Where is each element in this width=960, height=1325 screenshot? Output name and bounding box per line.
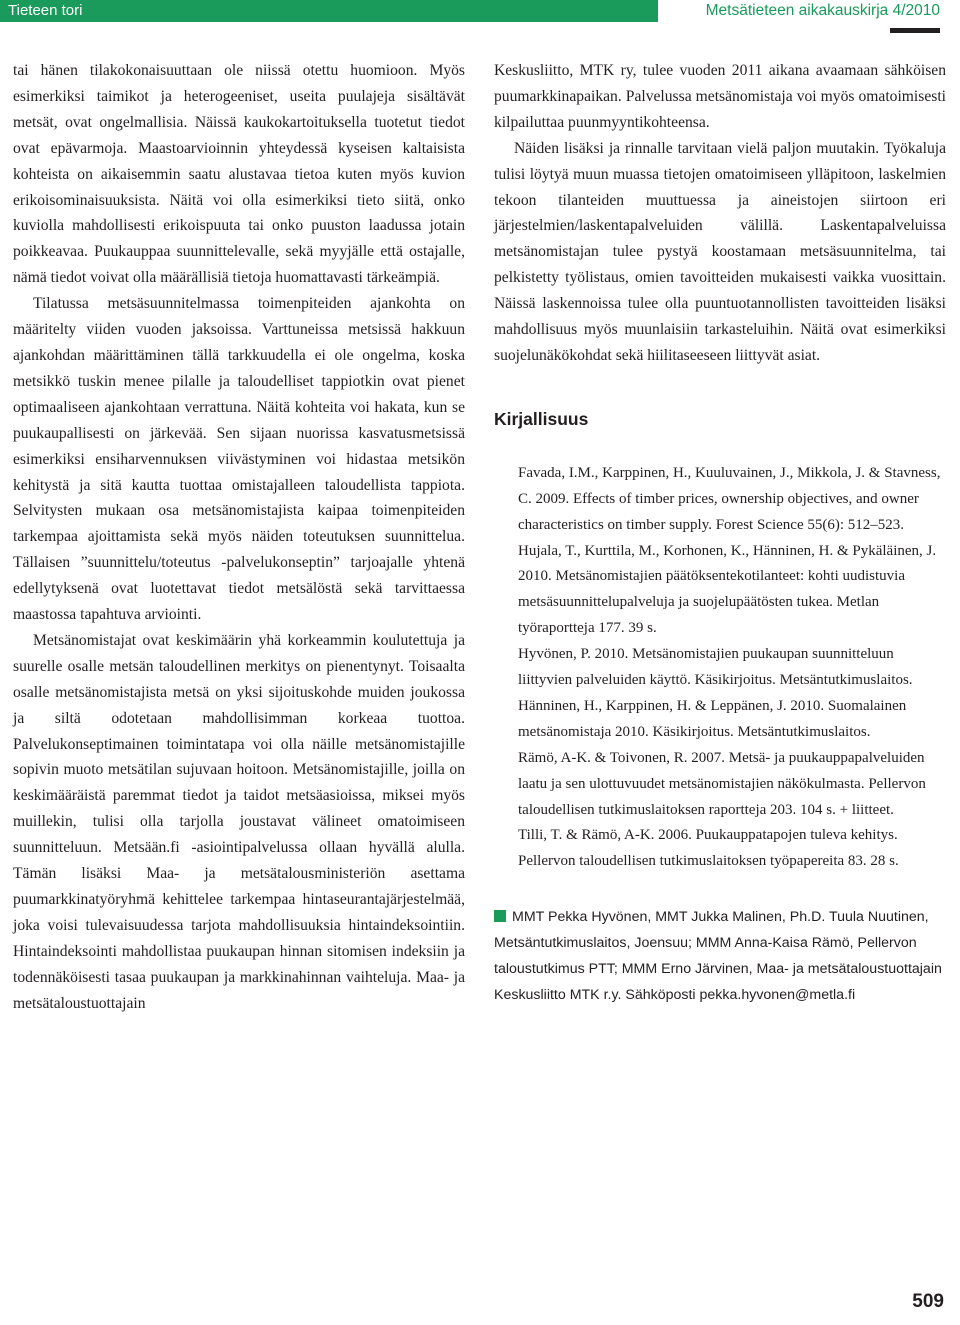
paragraph: Keskusliitto, MTK ry, tulee vuoden 2011 aikana avaamaan sähköisen puumarkkinapaikan. Palvelussa metsänomistaja voi myös omatoimisesti kilpailuttaa puunmyyntikohteensa. [494, 62, 946, 131]
paragraph: Metsänomistajat ovat keskimäärin yhä korkeammin koulutettuja ja suurelle osalle metsän taloudellinen merkitys on pienentynyt. Toisaalta osalle metsänomistajista metsä on yksi sijoituskohde muiden joukossa ja siltä odotetaan mahdollisimman korkeaa tuottoa. Palvelukonseptimainen toimintatapa voi olla näille metsänomistajille sopivin muoto metsätilan sujuvaan hoitoon. Metsänomistajille, joilla on keskimääräistä paremmat tiedot ja taidot metsäasioissa, miksei myös muillekin, tulisi olla tarjolla joustavat välineet omatoimiseen suunnitteluun. Metsään.fi -asiointipalvelussa ollaan hyvällä alulla. Tämän lisäksi Maa- ja metsätalousministeriön asettama puumarkkinatyöryhmä kehittelee tarkempaa hintaseurantajärjestelmää, joka voisi tulevaisuudessa tarjota mahdollisuuksia hintaindeksointiin. Hintaindeksointi mahdollistaa puukaupan hinnan sitomisen indeksiin ja todennäköisesti tasaa puukaupan ja markkinahinnan vaihteluja. Maa- ja metsätaloustuottajain [13, 631, 465, 1012]
author-text: MMT Pekka Hyvönen, MMT Jukka Malinen, Ph.D. Tuula Nuutinen, Metsäntutkimuslaitos, Joensuu; MMM Anna-Kaisa Rämö, Pellervon taloustutkimus PTT; MMM Erno Järvinen, Maa- ja metsätaloustuottajain Keskusliitto MTK r.y. Sähköposti pekka.hyvonen@metla.fi [494, 909, 942, 1003]
reference-item: Hujala, T., Kurttila, M., Korhonen, K., Hänninen, H. & Pykäläinen, J. 2010. Metsänomistajien päätöksentekotilanteet: kohti uudistuvia metsäsuunnittelupalveluja ja suojelupäätösten tukea. Metlan työraportteja 177. 39 s. [518, 542, 937, 637]
right-column [494, 58, 946, 1009]
section-label: Tieteen tori [8, 2, 83, 19]
reference-item: Rämö, A-K. & Toivonen, R. 2007. Metsä- ja puukauppapalveluiden laatu ja sen ulottuvuudet metsänomistajien näkökulmasta. Pellervon taloudellisen tutkimuslaitoksen raportteja 203. 104 s. + liitteet. [518, 749, 926, 818]
references-list [494, 461, 946, 876]
header-mark [890, 28, 940, 33]
reference-item: Tilli, T. & Rämö, A-K. 2006. Puukauppatapojen tuleva kehitys. Pellervon taloudellisen tutkimuslaitoksen työpapereita 83. 28 s. [518, 827, 899, 870]
reference-item: Favada, I.M., Karppinen, H., Kuuluvainen, J., Mikkola, J. & Stavness, C. 2009. Effects of timber prices, ownership objectives, and owner characteristics on timber supply. Forest Science 55(6): 512–523. [518, 464, 941, 533]
page-number: 509 [912, 1291, 944, 1312]
header-bar [0, 0, 960, 22]
paragraph: Tilatussa metsäsuunnitelmassa toimenpiteiden ajankohta on määritelty viiden vuoden jaksoissa. Varttuneissa metsissä hakkuun ajankohdan määrittäminen tällä tarkkuudella ei ole ongelma, koska metsikkö tuskin menee pilalle ja taloudelliset tappiotkin ovat pienet optimaaliseen ajankohtaan verrattuna. Näitä kohteita voi hakata, kun se puukaupallisesti on järkevää. Sen sijaan nuorissa kasvatusmetsissä esimerkiksi ensiharvennuksen viivästyminen voi hidastaa metsikön kehitystä ja sitä kautta tuottaa omistajalleen taloudellista tappiota. Selvitysten mukaan osa metsänomistajista kaipaa toimenpiteiden tarkempaa ajoittamista sekä myös näiden toteutuksen suunnittelua. Tällaisen ”suunnittelu/toteutus -palvelukonseptin” tarjoajalle yhtenä edellytyksenä ovat luotettavat tiedot metsälöstä sekä tarvittaessa maastossa tapahtuva arviointi. [13, 295, 465, 624]
references-heading: Kirjallisuus [494, 408, 589, 429]
journal-label: Metsätieteen aikakauskirja 4/2010 [658, 0, 960, 22]
paragraph: Näiden lisäksi ja rinnalle tarvitaan vielä paljon muutakin. Työkaluja tulisi löytyä muun muassa tietojen omatoimiseen ylläpitoon, laskelmien tekoon tilanteiden muuttuessa ja aineistojen siirtoon eri järjestelmien/laskentapalveluiden välillä. Laskentapalveluissa metsänomistajan tulee pystyä koostamaan metsäsuunnitelma, tai pelkistetty työlistaus, omien tavoitteiden mukaisesti vaikka vuosittain. Näissä laskennoissa tulee olla puuntuotannollisten tavoitteiden lisäksi mahdollisuus myös muunlaisiin tarkasteluihin. Näitä ovat esimerkiksi suojelunäkökohdat sekä hiilitaseeseen liittyvät asiat. [494, 139, 946, 364]
reference-item: Hyvönen, P. 2010. Metsänomistajien puukaupan suunnitteluun liittyvien palveluiden käyttö. Käsikirjoitus. Metsäntutkimuslaitos. [518, 646, 913, 689]
square-bullet-icon [494, 910, 506, 922]
left-column [13, 58, 465, 1017]
reference-item: Hänninen, H., Karppinen, H. & Leppänen, J. 2010. Suomalainen metsänomistaja 2010. Käsikirjoitus. Metsäntutkimuslaitos. [518, 697, 907, 740]
paragraph: tai hänen tilakokonaisuuttaan ole niissä otettu huomioon. Myös esimerkiksi taimikot ja heterogeeniset, useita puulajeja sisältävät metsät, ovat ongelmallisia. Näissä kaukokartoituksella tuotetut tiedot ovat epävarmoja. Maastoarvioinnin yhteydessä kyseisen kaltaisista kohteista on aikaisemmin saatu alustavaa tietoa kuten myös kuvion erikoisominaisuuksista. Näitä voi olla esimerkiksi tieto siitä, onko kuviolla mahdollisesti erikoispuuta tai onko puuston laadussa jotain poikkeavaa. Puukauppaa suunnittelevalle, sekä myyjälle että ostajalle, nämä tiedot voivat olla määrällisiä tietoja huomattavasti tärkeämpiä. [13, 62, 465, 287]
author-info [494, 905, 946, 1009]
